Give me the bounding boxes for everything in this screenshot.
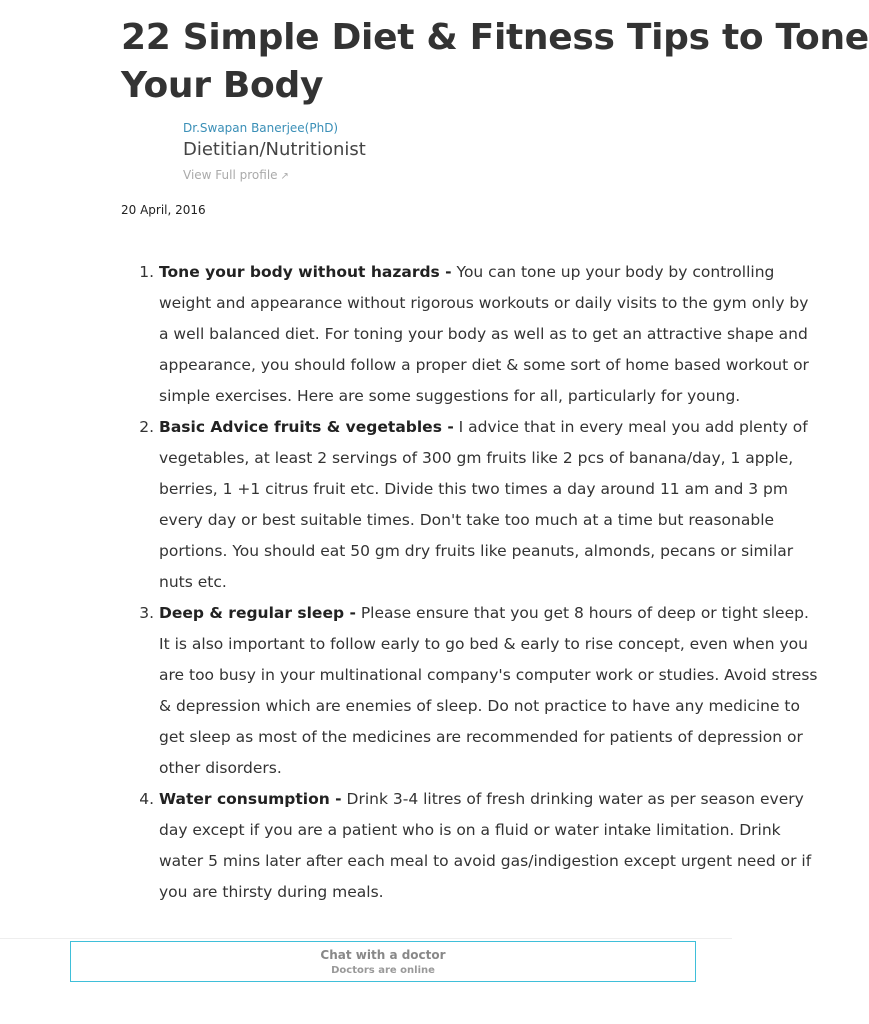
tip-heading: Deep & regular sleep - <box>159 604 356 622</box>
article-title <box>121 14 869 110</box>
tip-heading: Tone your body without hazards - <box>159 263 452 281</box>
tip-body: I advice that in every meal you add plenty of vegetables, at least 2 servings of 300 gm fruits like 2 pcs of banana/day, 1 apple, berries, 1 +1 citrus fruit etc. Divide this two times a day around 11 am and 3 pm every day or best suitable times. Don't take too much at a time but reasonable portions. You should eat 50 gm dry fruits like peanuts, almonds, pecans or similar nuts etc. <box>159 418 808 591</box>
list-item <box>159 598 821 784</box>
tip-body: You can tone up your body by controlling weight and appearance without rigorous workouts or daily visits to the gym only by a well balanced diet. For toning your body as well as to get an attractive shape and appearance, you should follow a proper diet & some sort of home based workout or simple exercises. Here are some suggestions for all, particularly for young. <box>159 263 809 405</box>
author-role: Dietitian/Nutritionist <box>183 139 366 160</box>
view-full-profile-link[interactable] <box>183 166 289 186</box>
chat-subtitle: Doctors are online <box>331 965 435 976</box>
list-item <box>159 412 821 598</box>
author-block <box>183 120 821 186</box>
view-full-profile-label: View Full profile <box>183 168 278 182</box>
list-item <box>159 257 821 412</box>
author-name-link[interactable]: Dr.Swapan Banerjee(PhD) <box>183 121 339 135</box>
article-content <box>121 14 869 908</box>
article-title-line1: 22 Simple Diet & Fitness Tips to Tone <box>121 17 869 58</box>
tip-body: Please ensure that you get 8 hours of deep or tight sleep. It is also important to follow early to go bed & early to rise concept, even when you are too busy in your multinational company's computer work or studies. Avoid stress & depression which are enemies of sleep. Do not practice to have any medicine to get sleep as most of the medicines are recommended for patients of depression or other disorders. <box>159 604 818 777</box>
tips-list <box>121 257 821 908</box>
chat-with-doctor-button[interactable] <box>70 941 696 982</box>
article-title-line2: Your Body <box>121 65 324 106</box>
publish-date: 20 April, 2016 <box>121 203 206 217</box>
divider <box>0 938 732 939</box>
external-arrow-icon: ↗ <box>280 171 289 182</box>
tip-heading: Water consumption - <box>159 790 342 808</box>
tip-body: Drink 3-4 litres of fresh drinking water as per season every day except if you are a patient who is on a fluid or water intake limitation. Drink water 5 mins later after each meal to avoid gas/indigestion except urgent need or if you are thirsty during meals. <box>159 790 812 901</box>
tip-heading: Basic Advice fruits & vegetables - <box>159 418 454 436</box>
list-item <box>159 784 821 908</box>
chat-title: Chat with a doctor <box>320 948 446 962</box>
